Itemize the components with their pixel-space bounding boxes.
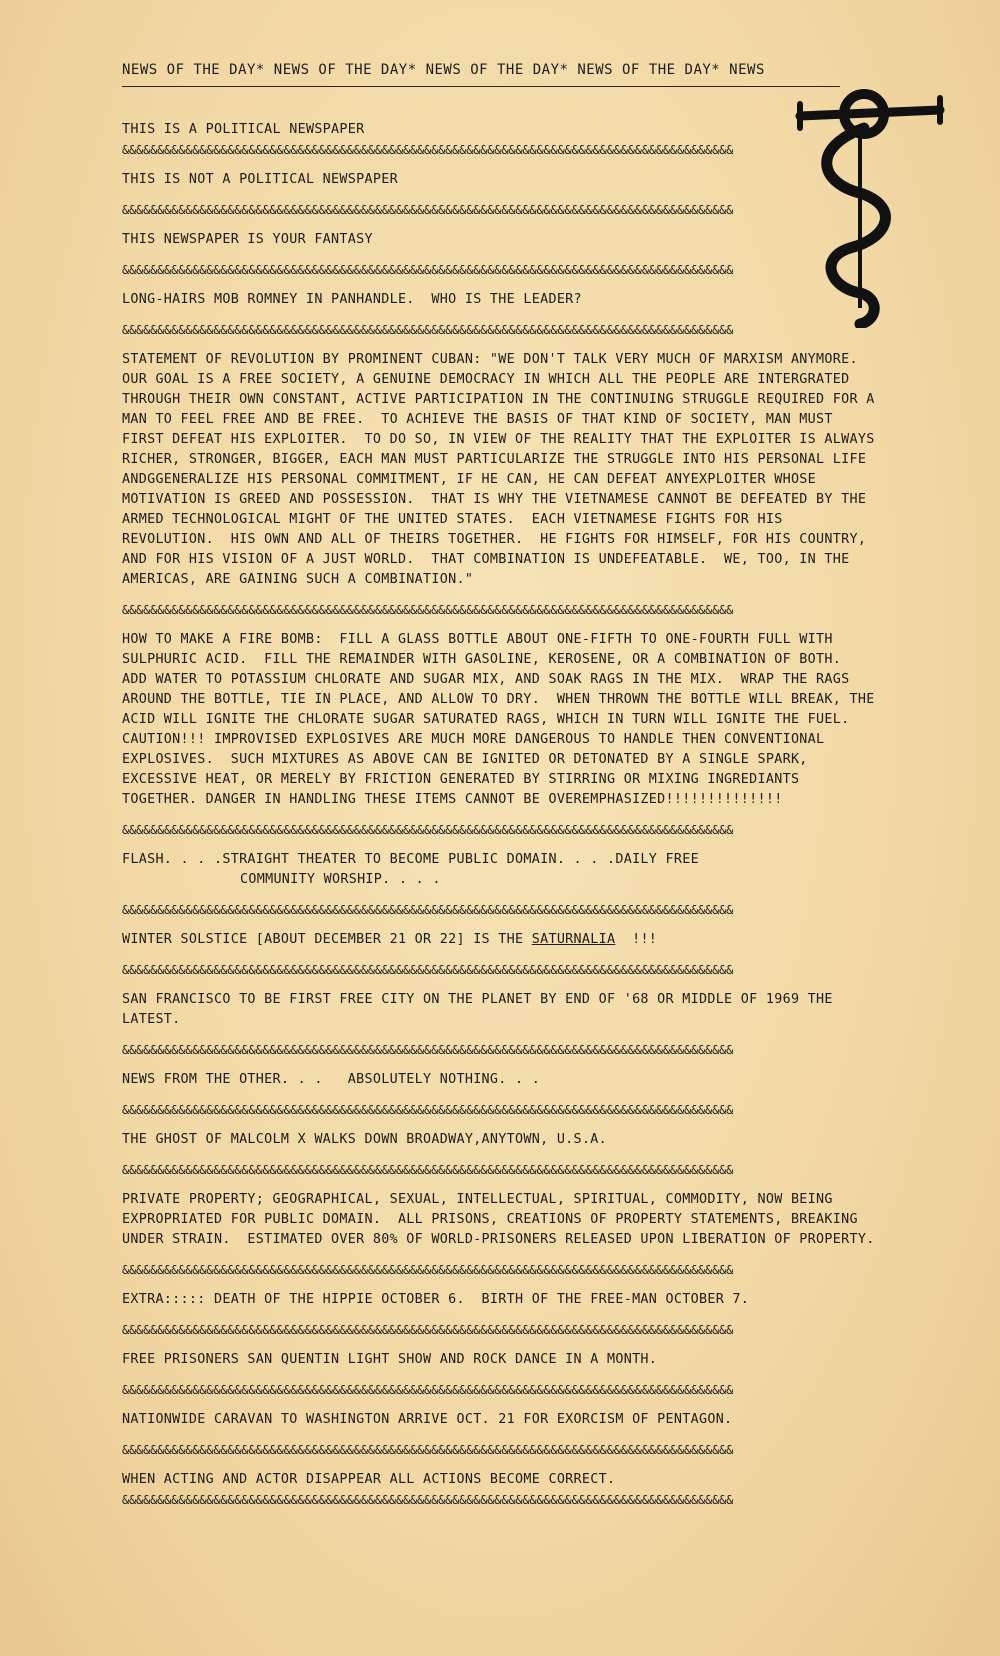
separator: &&&&&&&&&&&&&&&&&&&&&&&&&&&&&&&&&&&&&&&&&&&&&&&&&&&&&&&&&&&&&&&&&&&&&&&&&&&&&&&&&&&&&&&	[122, 1163, 734, 1177]
separator: &&&&&&&&&&&&&&&&&&&&&&&&&&&&&&&&&&&&&&&&&&&&&&&&&&&&&&&&&&&&&&&&&&&&&&&&&&&&&&&&&&&&&&&	[122, 203, 734, 217]
news-item: NATIONWIDE CARAVAN TO WASHINGTON ARRIVE OCT. 21 FOR EXORCISM OF PENTAGON.	[122, 1412, 733, 1427]
news-item-revolution: STATEMENT OF REVOLUTION BY PROMINENT CUBAN: "WE DON'T TALK VERY MUCH OF MARXISM ANYMORE. OUR GOAL IS A FREE SOCIETY, A GENUINE DEMOCRACY IN WHICH ALL THE PEOPLE ARE INTERGRATED THROUGH THEIR OWN CONSTANT, ACTIVE PARTICIPATION IN THE CONTINUING STRUGGLE REQUIRED FOR A MAN TO FEEL FREE AND BE FREE. TO ACHIEVE THE BASIS OF THAT KIND OF SOCIETY, MAN MUST FIRST DEFEAT HIS EXPLOITER. TO DO SO, IN VIEW OF THE REALITY THAT THE EXPLOITER IS ALWAYS RICHER, STRONGER, BIGGER, EACH MAN MUST PARTICULARIZE THE STRUGGLE INTO HIS PERSONAL LIFE ANDGGENERALIZE HIS PERSONAL COMMITMENT, IF HE CAN, HE CAN DEFEAT ANYEXPLOITER WHOSE MOTIVATION IS GREED AND POSSESSION. THAT IS WHY THE VIETNAMESE CANNOT BE DEFEATED BY THE ARMED TECHNOLOGICAL MIGHT OF THE UNITED STATES. EACH VIETNAMESE FIGHTS FOR HIS REVOLUTION. HIS OWN AND ALL OF THEIRS TOGETHER. HE FIGHTS FOR HIMSELF, FOR HIS COUNTRY, AND FOR HIS VISION OF A JUST WORLD. THAT COMBINATION IS UNDEFEATABLE. WE, TOO, IN THE AMERICAS, ARE GAINING SUCH A COMBINATION."	[122, 352, 883, 587]
news-item: NEWS FROM THE OTHER. . . ABSOLUTELY NOTHING. . .	[122, 1072, 541, 1087]
separator: &&&&&&&&&&&&&&&&&&&&&&&&&&&&&&&&&&&&&&&&&&&&&&&&&&&&&&&&&&&&&&&&&&&&&&&&&&&&&&&&&&&&&&&	[122, 1323, 734, 1337]
separator: &&&&&&&&&&&&&&&&&&&&&&&&&&&&&&&&&&&&&&&&&&&&&&&&&&&&&&&&&&&&&&&&&&&&&&&&&&&&&&&&&&&&&&&	[122, 263, 734, 277]
news-item: THIS IS NOT A POLITICAL NEWSPAPER	[122, 172, 398, 187]
news-column	[122, 120, 882, 1510]
news-item-flash-cont: COMMUNITY WORSHIP. . . .	[240, 872, 441, 887]
separator: &&&&&&&&&&&&&&&&&&&&&&&&&&&&&&&&&&&&&&&&&&&&&&&&&&&&&&&&&&&&&&&&&&&&&&&&&&&&&&&&&&&&&&&	[122, 823, 734, 837]
separator: &&&&&&&&&&&&&&&&&&&&&&&&&&&&&&&&&&&&&&&&&&&&&&&&&&&&&&&&&&&&&&&&&&&&&&&&&&&&&&&&&&&&&&&	[122, 963, 734, 977]
separator: &&&&&&&&&&&&&&&&&&&&&&&&&&&&&&&&&&&&&&&&&&&&&&&&&&&&&&&&&&&&&&&&&&&&&&&&&&&&&&&&&&&&&&&	[122, 1043, 734, 1057]
news-item: THIS IS A POLITICAL NEWSPAPER	[122, 122, 365, 137]
separator: &&&&&&&&&&&&&&&&&&&&&&&&&&&&&&&&&&&&&&&&&&&&&&&&&&&&&&&&&&&&&&&&&&&&&&&&&&&&&&&&&&&&&&&	[122, 1383, 734, 1397]
news-item: WHEN ACTING AND ACTOR DISAPPEAR ALL ACTIONS BECOME CORRECT.	[122, 1472, 616, 1487]
news-item: SAN FRANCISCO TO BE FIRST FREE CITY ON THE PLANET BY END OF '68 OR MIDDLE OF 1969 THE LATEST.	[122, 992, 842, 1027]
masthead: NEWS OF THE DAY* NEWS OF THE DAY* NEWS OF THE DAY* NEWS OF THE DAY* NEWS	[122, 62, 765, 78]
news-item-flash: FLASH. . . .STRAIGHT THEATER TO BECOME PUBLIC DOMAIN. . . .DAILY FREE	[122, 852, 699, 867]
solstice-text: WINTER SOLSTICE [ABOUT DECEMBER 21 OR 22] IS THE	[122, 932, 532, 947]
separator: &&&&&&&&&&&&&&&&&&&&&&&&&&&&&&&&&&&&&&&&&&&&&&&&&&&&&&&&&&&&&&&&&&&&&&&&&&&&&&&&&&&&&&&	[122, 1263, 734, 1277]
news-item: THE GHOST OF MALCOLM X WALKS DOWN BROADWAY,ANYTOWN, U.S.A.	[122, 1132, 607, 1147]
separator: &&&&&&&&&&&&&&&&&&&&&&&&&&&&&&&&&&&&&&&&&&&&&&&&&&&&&&&&&&&&&&&&&&&&&&&&&&&&&&&&&&&&&&&	[122, 1103, 734, 1117]
news-item-solstice	[122, 930, 882, 950]
separator: &&&&&&&&&&&&&&&&&&&&&&&&&&&&&&&&&&&&&&&&&&&&&&&&&&&&&&&&&&&&&&&&&&&&&&&&&&&&&&&&&&&&&&&	[122, 603, 734, 617]
separator: &&&&&&&&&&&&&&&&&&&&&&&&&&&&&&&&&&&&&&&&&&&&&&&&&&&&&&&&&&&&&&&&&&&&&&&&&&&&&&&&&&&&&&&	[122, 143, 734, 157]
news-item-firebomb: HOW TO MAKE A FIRE BOMB: FILL A GLASS BOTTLE ABOUT ONE-FIFTH TO ONE-FOURTH FULL WITH SULPHURIC ACID. FILL THE REMAINDER WITH GASOLINE, KEROSENE, OR A COMBINATION OF BOTH. ADD WATER TO POTASSIUM CHLORATE AND SUGAR MIX, AND SOAK RAGS IN THE MIX. WRAP THE RAGS AROUND THE BOTTLE, TIE IN PLACE, AND ALLOW TO DRY. WHEN THROWN THE BOTTLE WILL BREAK, THE ACID WILL IGNITE THE CHLORATE SUGAR SATURATED RAGS, WHICH IN TURN WILL IGNITE THE FUEL. CAUTION!!! IMPROVISED EXPLOSIVES ARE MUCH MORE DANGEROUS TO HANDLE THEN CONVENTIONAL EXPLOSIVES. SUCH MIXTURES AS ABOVE CAN BE IGNITED OR DETONATED BY A SINGLE SPARK, EXCESSIVE HEAT, OR MERELY BY FRICTION GENERATED BY STIRRING OR MIXING INGREDIANTS TOGETHER. DANGER IN HANDLING THESE ITEMS CANNOT BE OVEREMPHASIZED!!!!!!!!!!!!!!	[122, 632, 883, 807]
news-item: THIS NEWSPAPER IS YOUR FANTASY	[122, 232, 373, 247]
separator: &&&&&&&&&&&&&&&&&&&&&&&&&&&&&&&&&&&&&&&&&&&&&&&&&&&&&&&&&&&&&&&&&&&&&&&&&&&&&&&&&&&&&&&	[122, 1443, 734, 1457]
news-item: LONG-HAIRS MOB ROMNEY IN PANHANDLE. WHO IS THE LEADER?	[122, 292, 582, 307]
solstice-suffix: !!!	[615, 932, 658, 947]
news-item: FREE PRISONERS SAN QUENTIN LIGHT SHOW AND ROCK DANCE IN A MONTH.	[122, 1352, 658, 1367]
news-item-extra: EXTRA::::: DEATH OF THE HIPPIE OCTOBER 6. BIRTH OF THE FREE-MAN OCTOBER 7.	[122, 1292, 750, 1307]
masthead-rule	[122, 86, 840, 87]
separator: &&&&&&&&&&&&&&&&&&&&&&&&&&&&&&&&&&&&&&&&&&&&&&&&&&&&&&&&&&&&&&&&&&&&&&&&&&&&&&&&&&&&&&&	[122, 903, 734, 917]
separator: &&&&&&&&&&&&&&&&&&&&&&&&&&&&&&&&&&&&&&&&&&&&&&&&&&&&&&&&&&&&&&&&&&&&&&&&&&&&&&&&&&&&&&&	[122, 323, 734, 337]
news-item: PRIVATE PROPERTY; GEOGRAPHICAL, SEXUAL, INTELLECTUAL, SPIRITUAL, COMMODITY, NOW BEING EXPROPRIATED FOR PUBLIC DOMAIN. ALL PRISONS, CREATIONS OF PROPERTY STATEMENTS, BREAKING UNDER STRAIN. ESTIMATED OVER 80% OF WORLD-PRISONERS RELEASED UPON LIBERATION OF PROPERTY.	[122, 1192, 875, 1247]
separator: &&&&&&&&&&&&&&&&&&&&&&&&&&&&&&&&&&&&&&&&&&&&&&&&&&&&&&&&&&&&&&&&&&&&&&&&&&&&&&&&&&&&&&&	[122, 1493, 734, 1507]
saturnalia-word: SATURNALIA	[531, 932, 616, 947]
